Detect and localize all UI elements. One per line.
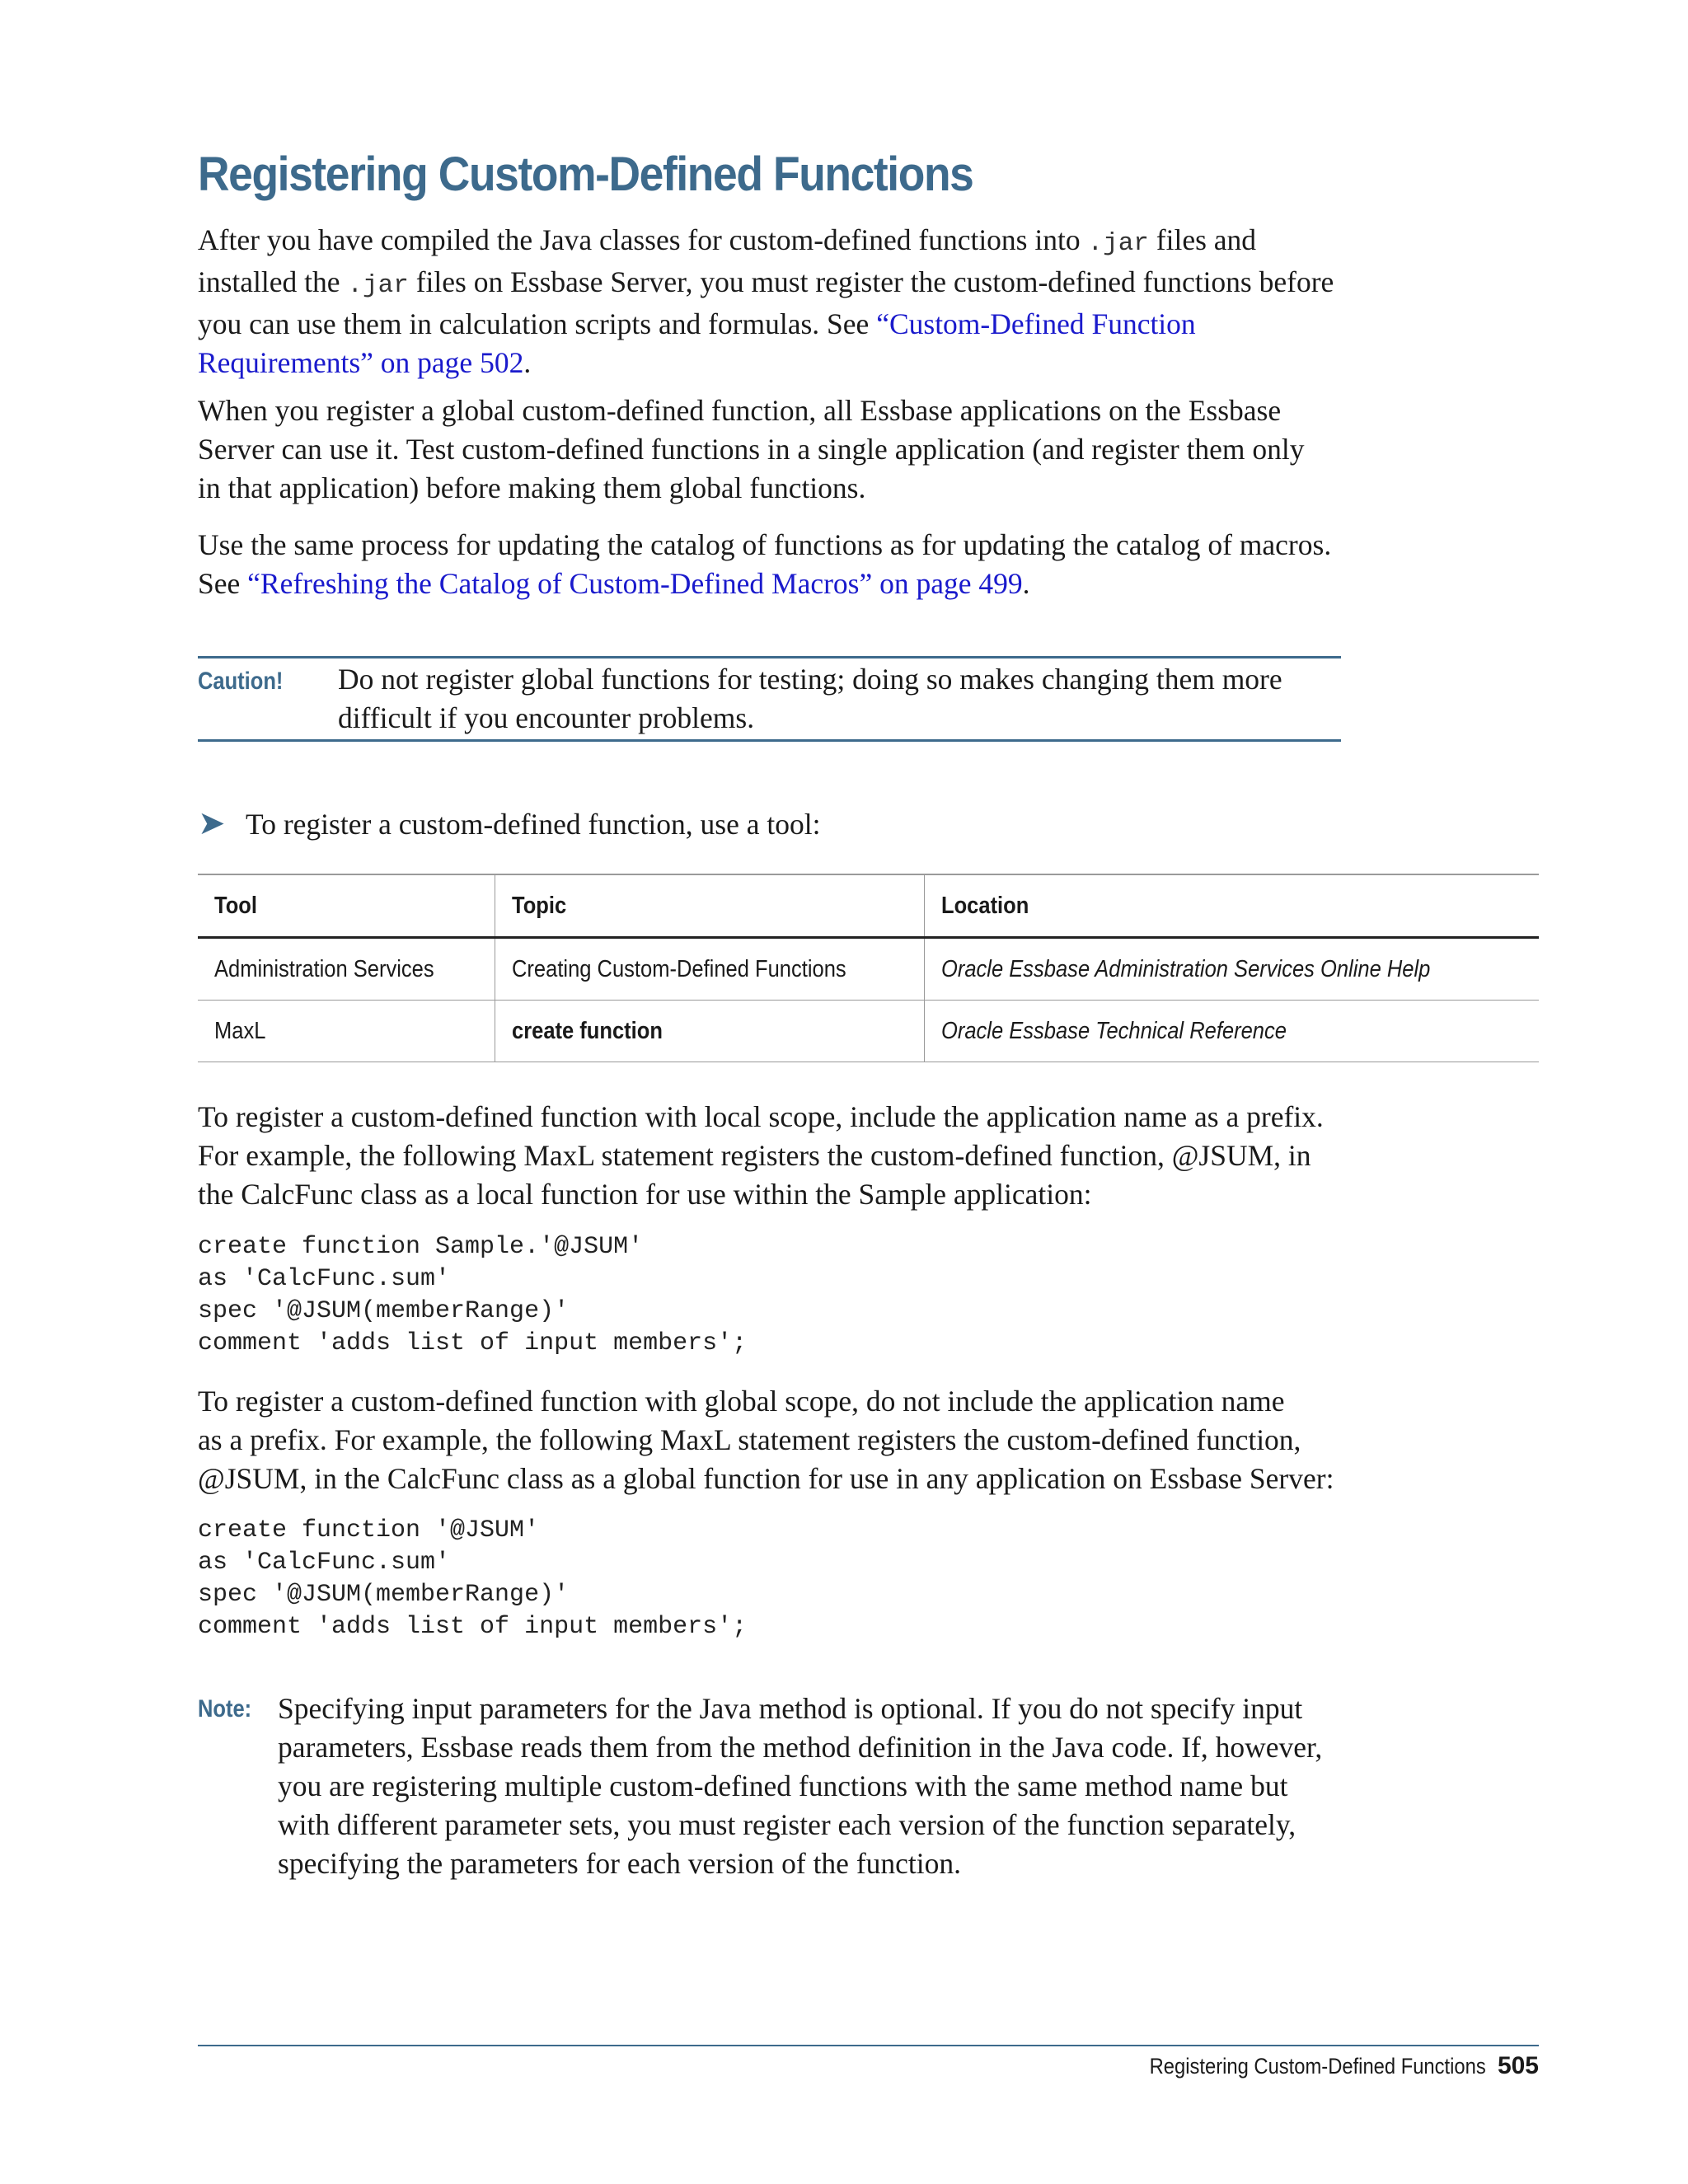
intro-text: you can use them in calculation scripts and formulas. See bbox=[198, 307, 877, 340]
paragraph-text: See bbox=[198, 567, 248, 600]
table-cell-tool: Administration Services bbox=[198, 938, 495, 1001]
paragraph-line: When you register a global custom-defined function, all Essbase applications on the Essbase bbox=[198, 394, 1282, 427]
intro-text: installed the bbox=[198, 265, 348, 298]
table-cell-location: Oracle Essbase Administration Services Online Help bbox=[925, 938, 1540, 1001]
inline-code-jar: .jar bbox=[1087, 229, 1149, 258]
note-text bbox=[278, 1690, 1349, 1883]
paragraph-line: the CalcFunc class as a local function for use within the Sample application: bbox=[198, 1178, 1092, 1211]
note-line: you are registering multiple custom-defined functions with the same method name but bbox=[278, 1769, 1288, 1802]
intro-paragraph bbox=[198, 221, 1348, 382]
table-header-topic: Topic bbox=[495, 874, 925, 938]
note-line: specifying the parameters for each version of the function. bbox=[278, 1847, 961, 1880]
note-line: with different parameter sets, you must register each version of the function separately, bbox=[278, 1808, 1296, 1841]
tools-table bbox=[198, 874, 1539, 1062]
table-cell-location: Oracle Essbase Technical Reference bbox=[925, 1001, 1540, 1062]
global-scope-paragraph bbox=[198, 1382, 1348, 1498]
note-line: parameters, Essbase reads them from the method definition in the Java code. If, however, bbox=[278, 1731, 1323, 1764]
paragraph-line: For example, the following MaxL statement registers the custom-defined function, @JSUM, in bbox=[198, 1139, 1311, 1172]
link-custom-defined-function-requirements-cont[interactable]: Requirements” on page 502 bbox=[198, 346, 524, 379]
caution-line: Do not register global functions for testing; doing so makes changing them more bbox=[338, 663, 1282, 696]
global-function-paragraph bbox=[198, 391, 1348, 508]
page-footer bbox=[1104, 2052, 1539, 2080]
procedure-step bbox=[198, 804, 820, 844]
inline-code-jar: .jar bbox=[347, 271, 409, 300]
page-number: 505 bbox=[1497, 2052, 1539, 2079]
paragraph-line: Use the same process for updating the catalog of functions as for updating the catalog of macros. bbox=[198, 528, 1332, 561]
table-row bbox=[198, 1001, 1539, 1062]
footer-divider bbox=[198, 2045, 1539, 2046]
code-block-local: create function Sample.'@JSUM' as 'CalcFunc.sum' spec '@JSUM(memberRange)' comment 'adds list of input members'; bbox=[198, 1233, 748, 1357]
caution-box bbox=[198, 656, 1341, 742]
note-label: Note: bbox=[198, 1695, 252, 1722]
paragraph-line: @JSUM, in the CalcFunc class as a global function for use in any application on Essbase Server: bbox=[198, 1462, 1334, 1495]
paragraph-line: in that application) before making them global functions. bbox=[198, 471, 866, 504]
intro-text: files on Essbase Server, you must register the custom-defined functions before bbox=[408, 265, 1334, 298]
caution-line: difficult if you encounter problems. bbox=[338, 701, 755, 734]
caution-text bbox=[338, 660, 1335, 738]
paragraph-line: Server can use it. Test custom-defined functions in a single application (and register them only bbox=[198, 433, 1305, 466]
intro-text: . bbox=[523, 346, 532, 379]
arrow-bullet-icon: ➤ bbox=[198, 804, 226, 841]
table-cell-topic: create function bbox=[495, 1001, 925, 1062]
link-refreshing-catalog[interactable]: “Refreshing the Catalog of Custom-Defined Macros” on page 499 bbox=[247, 567, 1023, 600]
table-row bbox=[198, 938, 1539, 1001]
intro-text: files and bbox=[1148, 223, 1257, 256]
footer-title: Registering Custom-Defined Functions bbox=[1149, 2054, 1486, 2079]
local-scope-paragraph bbox=[198, 1098, 1348, 1214]
paragraph-text: . bbox=[1022, 567, 1030, 600]
table-cell-topic: Creating Custom-Defined Functions bbox=[495, 938, 925, 1001]
code-block-global: create function '@JSUM' as 'CalcFunc.sum' spec '@JSUM(memberRange)' comment 'adds list of input members'; bbox=[198, 1516, 748, 1641]
table-header-location: Location bbox=[925, 874, 1540, 938]
page-title: Registering Custom-Defined Functions bbox=[198, 148, 973, 201]
table-cell-tool: MaxL bbox=[198, 1001, 495, 1062]
caution-label: Caution! bbox=[198, 668, 284, 695]
table-header-row bbox=[198, 874, 1539, 938]
link-custom-defined-function-requirements[interactable]: “Custom-Defined Function bbox=[876, 307, 1196, 340]
paragraph-line: To register a custom-defined function with global scope, do not include the application name bbox=[198, 1385, 1285, 1418]
table-header-tool: Tool bbox=[198, 874, 495, 938]
catalog-paragraph bbox=[198, 526, 1348, 603]
paragraph-line: To register a custom-defined function with local scope, include the application name as a prefix. bbox=[198, 1100, 1324, 1133]
note-line: Specifying input parameters for the Java method is optional. If you do not specify input bbox=[278, 1692, 1303, 1725]
procedure-text: To register a custom-defined function, use a tool: bbox=[246, 808, 821, 841]
paragraph-line: as a prefix. For example, the following MaxL statement registers the custom-defined function, bbox=[198, 1423, 1301, 1456]
intro-text: After you have compiled the Java classes for custom-defined functions into bbox=[198, 223, 1088, 256]
